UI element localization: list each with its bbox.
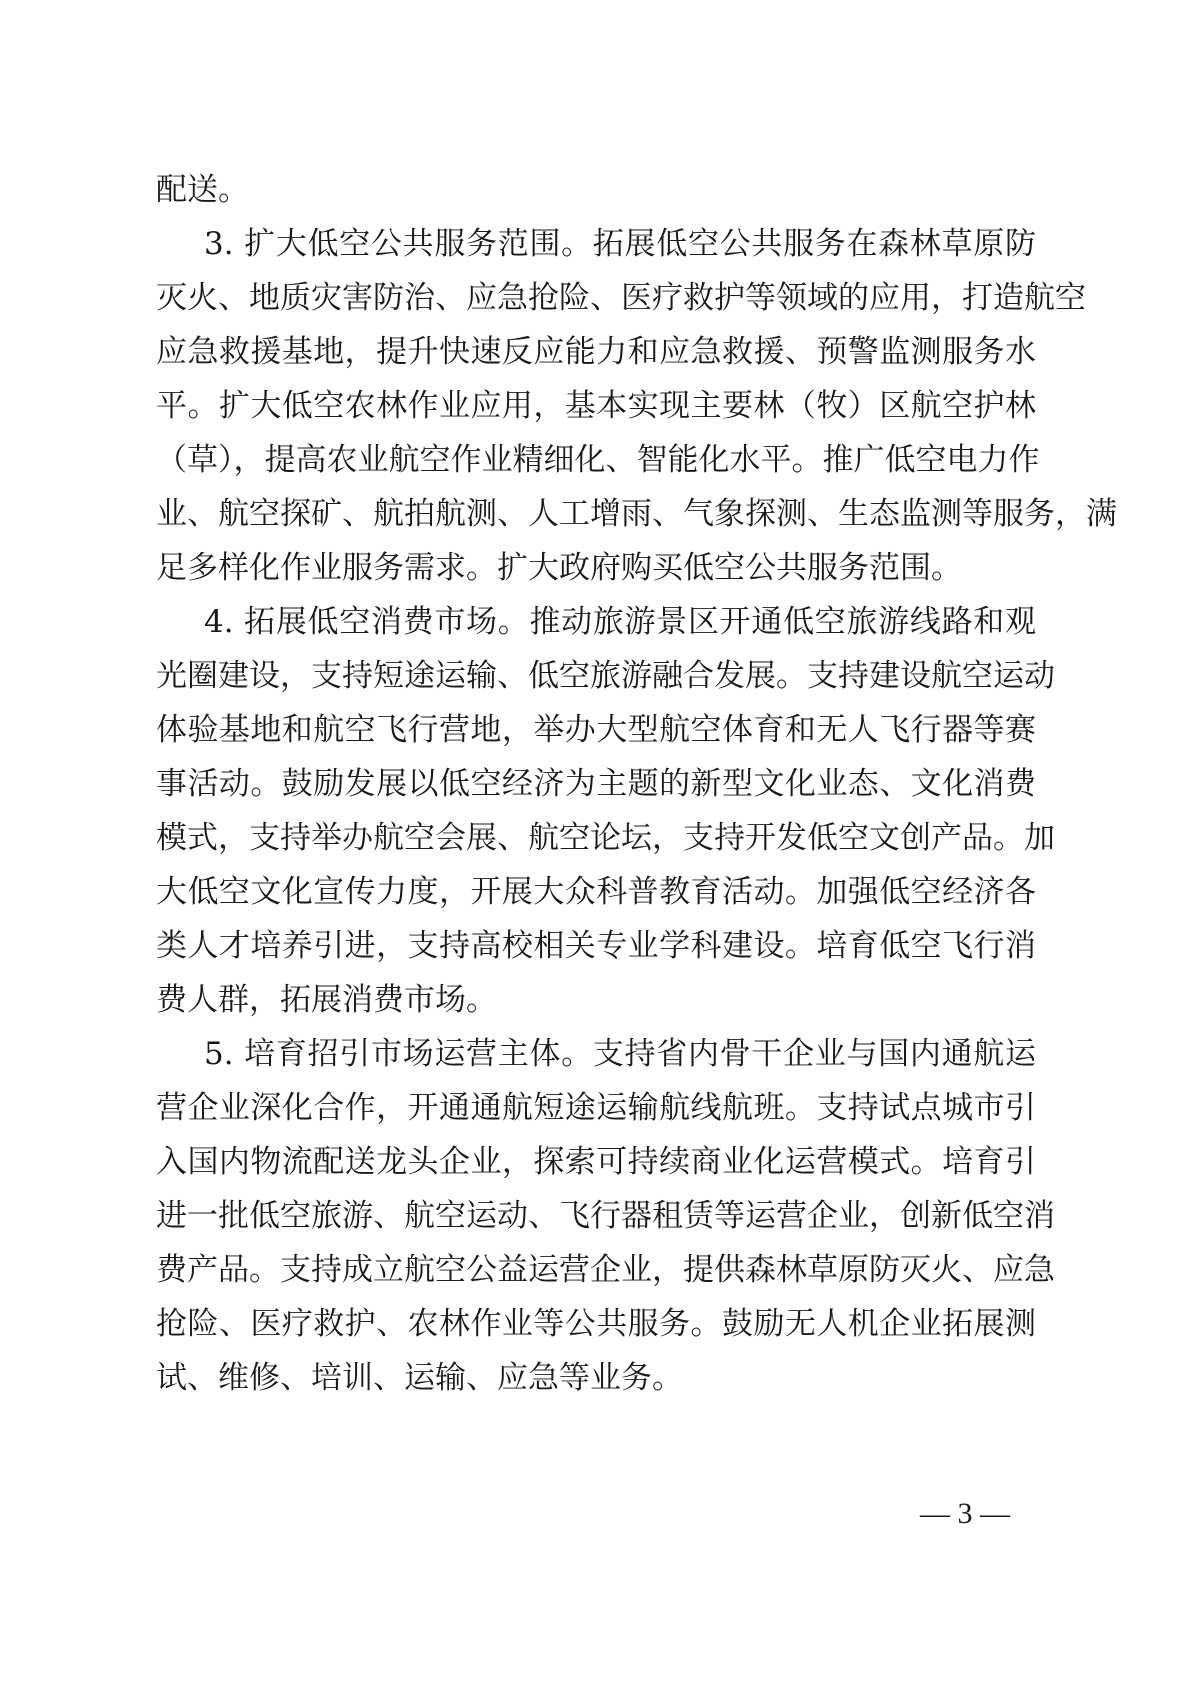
text-line: 应急救援基地，提升快速反应能力和应急救援、预警监测服务水	[156, 334, 1036, 370]
text-line: 平。扩大低空农林作业应用，基本实现主要林（牧）区航空护林	[156, 388, 1036, 424]
text-line: 体验基地和航空飞行营地，举办大型航空体育和无人飞行器等赛	[156, 712, 1036, 748]
text-line: 进一批低空旅游、航空运动、飞行器租赁等运营企业，创新低空消	[156, 1198, 1055, 1234]
text-line: 费人群，拓展消费市场。	[156, 982, 497, 1018]
text-line: 试、维修、培训、运输、应急等业务。	[156, 1360, 683, 1396]
paragraph-4-heading-line: 4. 拓展低空消费市场。推动旅游景区开通低空旅游线路和观	[204, 604, 1036, 640]
text-line: 抢险、医疗救护、农林作业等公共服务。鼓励无人机企业拓展测	[156, 1306, 1036, 1342]
text-line: 灭火、地质灾害防治、应急抢险、医疗救护等领域的应用，打造航空	[156, 280, 1086, 316]
text-line: 入国内物流配送龙头企业，探索可持续商业化运营模式。培育引	[156, 1144, 1036, 1180]
text-line: 事活动。鼓励发展以低空经济为主题的新型文化业态、文化消费	[156, 766, 1036, 802]
text-line: （草），提高农业航空作业精细化、智能化水平。推广低空电力作	[156, 442, 1040, 478]
text-line: 类人才培养引进，支持高校相关专业学科建设。培育低空飞行消	[156, 928, 1036, 964]
text-line: 营企业深化合作，开通通航短途运输航线航班。支持试点城市引	[156, 1090, 1036, 1126]
paragraph-3-heading-line: 3. 扩大低空公共服务范围。拓展低空公共服务在森林草原防	[204, 226, 1036, 262]
paragraph-5-heading-line: 5. 培育招引市场运营主体。支持省内骨干企业与国内通航运	[204, 1036, 1036, 1072]
text-line: 足多样化作业服务需求。扩大政府购买低空公共服务范围。	[156, 550, 962, 586]
text-line: 配送。	[156, 172, 249, 208]
text-line: 业、航空探矿、航拍航测、人工增雨、气象探测、生态监测等服务，满	[156, 496, 1117, 532]
text-line: 费产品。支持成立航空公益运营企业，提供森林草原防灭火、应急	[156, 1252, 1055, 1288]
text-line: 大低空文化宣传力度，开展大众科普教育活动。加强低空经济各	[156, 874, 1036, 910]
text-line: 模式，支持举办航空会展、航空论坛，支持开发低空文创产品。加	[156, 820, 1055, 856]
text-line: 光圈建设，支持短途运输、低空旅游融合发展。支持建设航空运动	[156, 658, 1055, 694]
page-number: — 3 —	[920, 1497, 1010, 1530]
